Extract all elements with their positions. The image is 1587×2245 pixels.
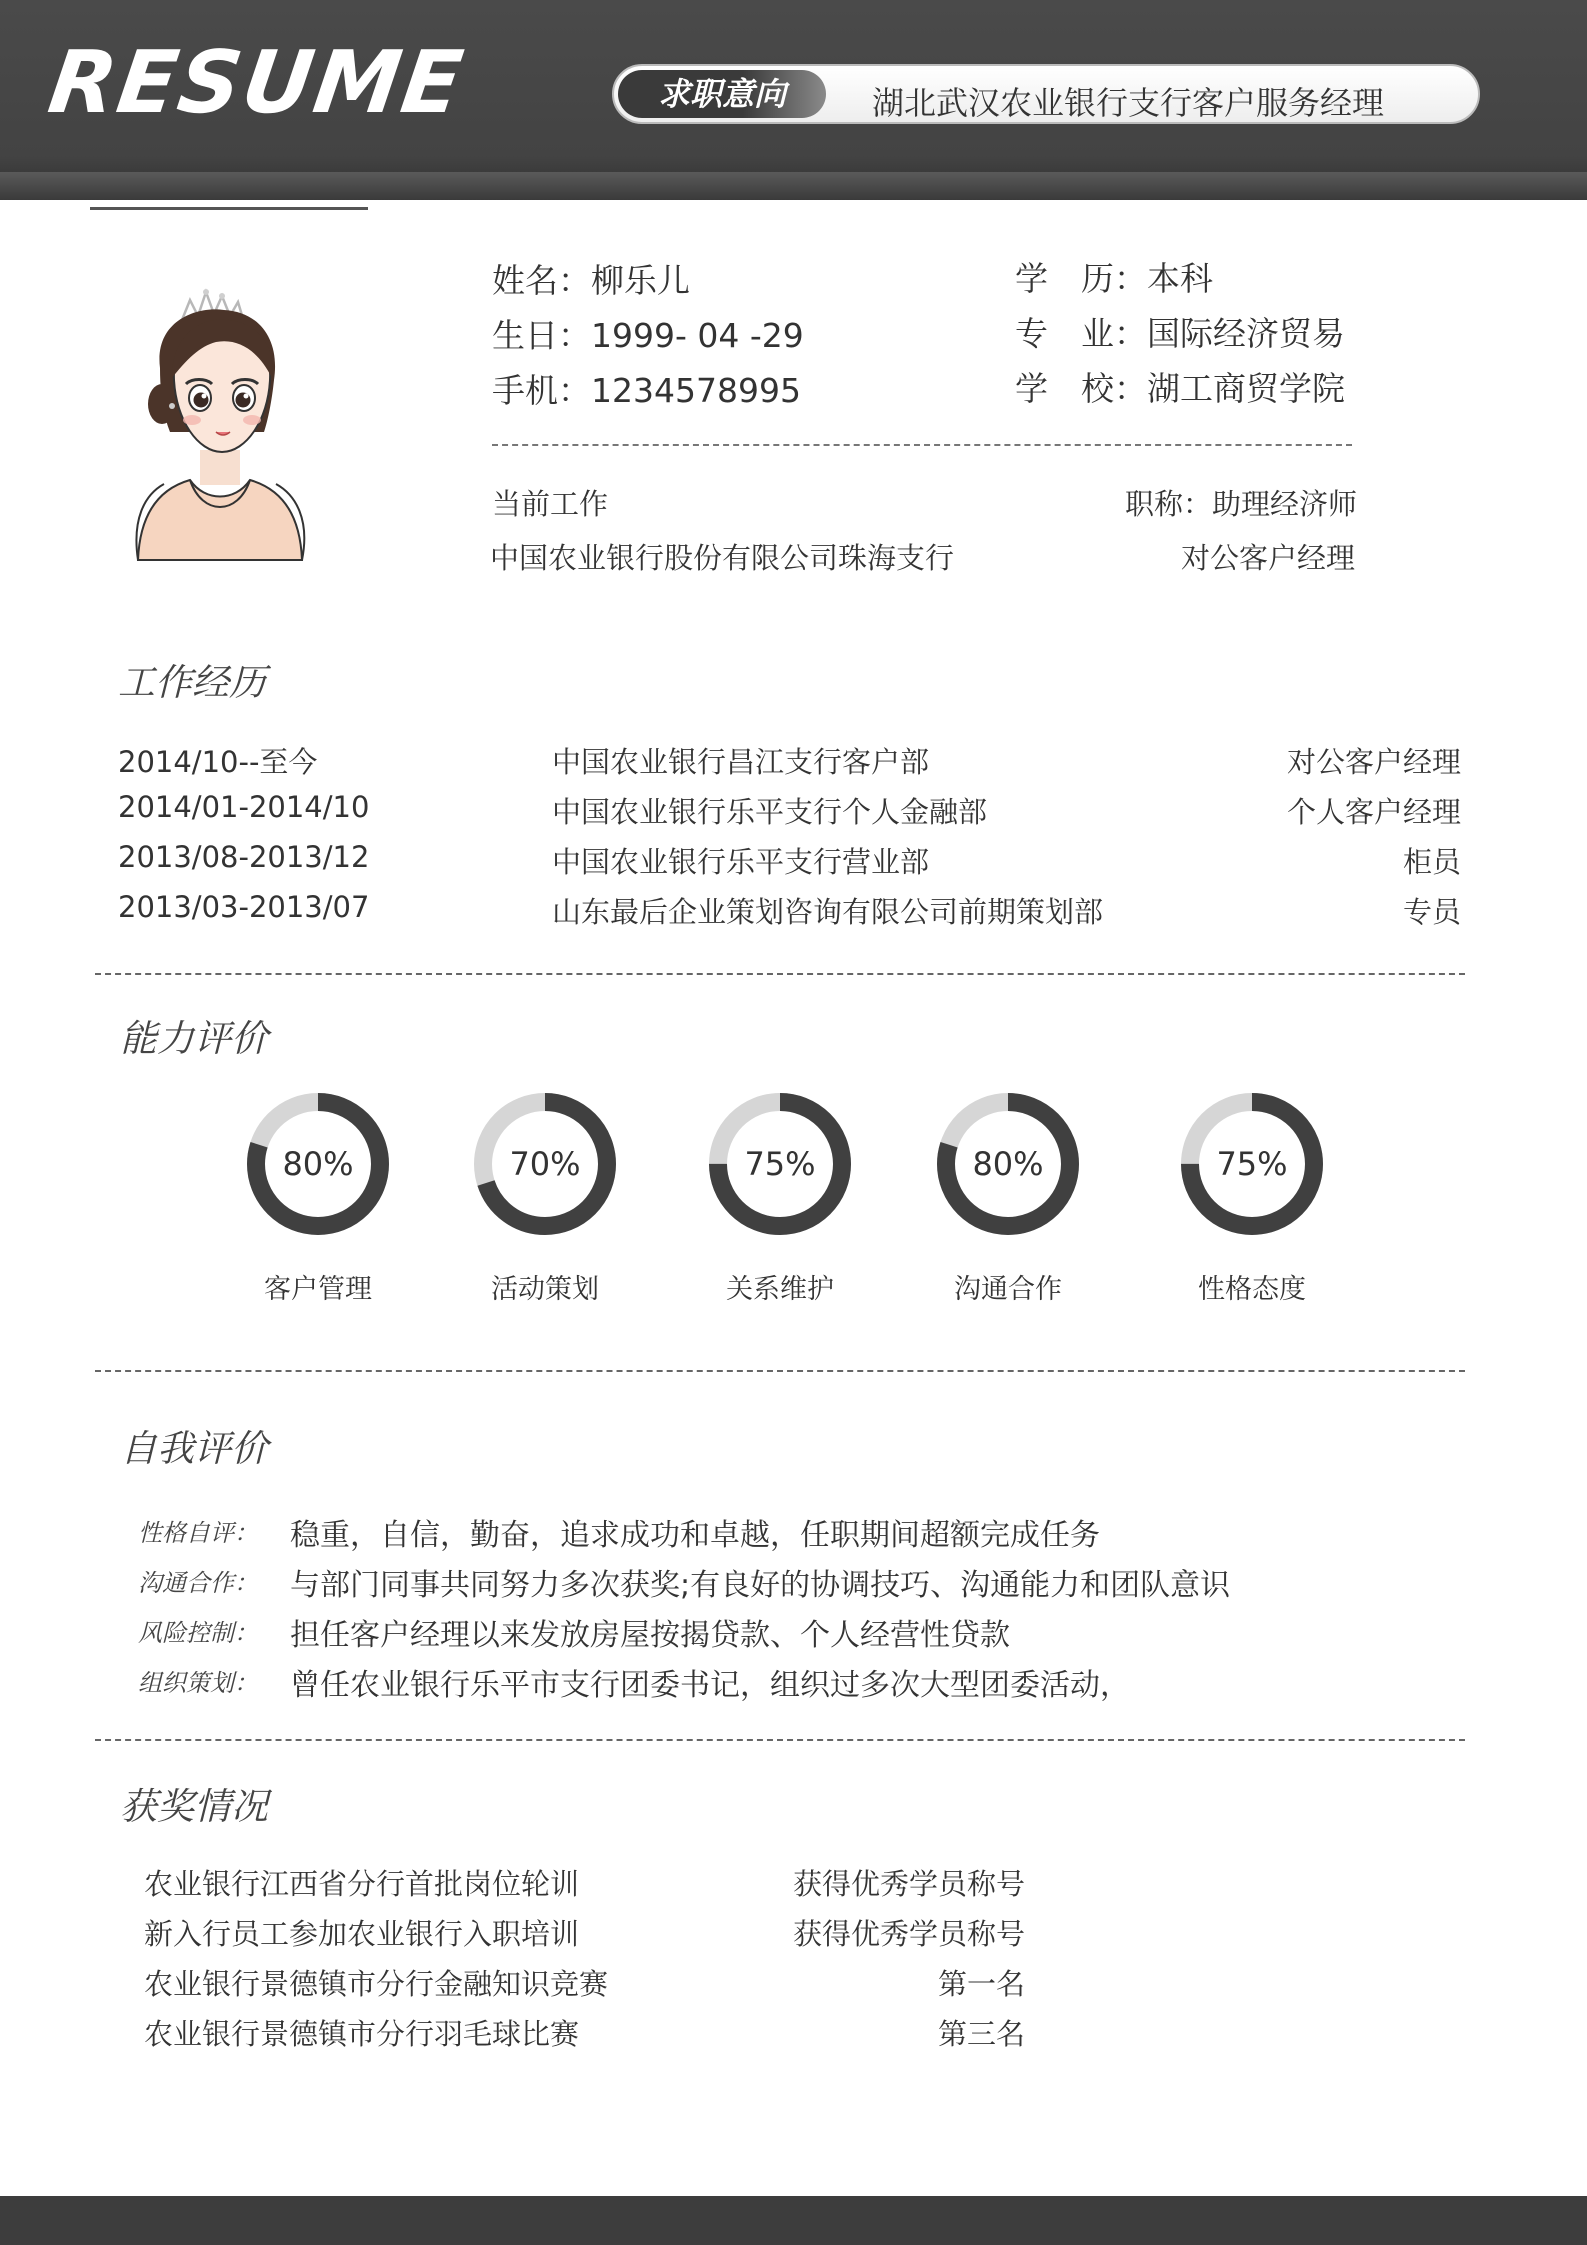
skill-donut (933, 1089, 1083, 1239)
skill-donut (1177, 1089, 1327, 1239)
edu-value: 本科 (1147, 259, 1213, 298)
phone-value: 1234578995 (591, 371, 801, 410)
name-label: 姓名： (492, 261, 591, 300)
award-result: 获得优秀学员称号 (792, 1867, 1025, 1901)
skill-label: 关系维护 (726, 1274, 834, 1305)
work-org: 中国农业银行乐平支行营业部 (552, 845, 930, 879)
eval-key-text: 性格自评 (138, 1519, 234, 1547)
skill-percent: 75% (744, 1145, 816, 1183)
eval-key (138, 1613, 258, 1648)
current-work-label: 当前工作 (492, 487, 609, 521)
job-target-tag: 求职意向 (618, 70, 826, 118)
award-name: 农业银行景德镇市分行羽毛球比赛 (144, 2017, 580, 2051)
birth-line (492, 310, 804, 357)
skill-percent: 70% (509, 1145, 581, 1183)
school-value: 湖工商贸学院 (1147, 369, 1345, 408)
eval-value: 与部门同事共同努力多次获奖;有良好的协调技巧、沟通能力和团队意识 (290, 1568, 1231, 1603)
skill-label: 客户管理 (264, 1274, 372, 1305)
section-divider (95, 1739, 1465, 1741)
name-line (492, 255, 690, 302)
eval-key-text: 沟通合作 (138, 1569, 234, 1597)
skill-label: 活动策划 (491, 1274, 599, 1305)
birth-value: 1999- 04 -29 (591, 316, 804, 355)
work-role: 对公客户经理 (1286, 745, 1461, 779)
work-org: 中国农业银行昌江支行客户部 (552, 745, 930, 779)
skill-donut (243, 1089, 393, 1239)
eval-key (138, 1563, 258, 1598)
skill-label: 沟通合作 (954, 1274, 1062, 1305)
major-value: 国际经济贸易 (1147, 314, 1345, 353)
job-target-text: 湖北武汉农业银行支行客户服务经理 (872, 84, 1385, 122)
job-title-value: 对公客户经理 (1180, 541, 1355, 575)
award-result: 第一名 (937, 1967, 1025, 2001)
current-company: 中国农业银行股份有限公司珠海支行 (490, 541, 955, 575)
phone-label: 手机： (492, 371, 591, 410)
school-line (1015, 363, 1345, 410)
resume-logo: RESUME (42, 33, 471, 133)
accent-line (90, 207, 368, 210)
skill-percent: 80% (282, 1145, 354, 1183)
skill-ring (705, 1089, 855, 1239)
skill-ring (470, 1089, 620, 1239)
name-value: 柳乐儿 (591, 261, 690, 300)
award-name: 农业银行江西省分行首批岗位轮训 (144, 1867, 580, 1901)
skill-percent: 80% (972, 1145, 1044, 1183)
eval-colon: ： (234, 1669, 258, 1697)
section-title-awards: 获奖情况 (120, 1785, 268, 1828)
skill-ring (933, 1089, 1083, 1239)
work-date: 2014/01-2014/10 (118, 790, 370, 824)
eval-colon: ： (234, 1619, 258, 1647)
edu-label: 学 历： (1015, 259, 1147, 298)
work-org: 中国农业银行乐平支行个人金融部 (552, 795, 988, 829)
section-divider (95, 973, 1465, 975)
avatar (120, 280, 330, 570)
skill-percent: 75% (1216, 1145, 1288, 1183)
edu-line (1015, 253, 1213, 300)
skill-ring (243, 1089, 393, 1239)
work-date: 2013/08-2013/12 (118, 840, 370, 874)
eval-value: 曾任农业银行乐平市支行团委书记，组织过多次大型团委活动， (290, 1668, 1130, 1703)
major-line (1015, 308, 1345, 355)
profile-divider (492, 444, 1352, 446)
eval-key-text: 风险控制 (138, 1619, 234, 1647)
section-title-work: 工作经历 (118, 661, 266, 704)
school-label: 学 校： (1015, 369, 1147, 408)
work-org: 山东最后企业策划咨询有限公司前期策划部 (552, 895, 1104, 929)
award-name: 新入行员工参加农业银行入职培训 (144, 1917, 580, 1951)
work-date: 2014/10--至今 (118, 745, 318, 779)
award-name: 农业银行景德镇市分行金融知识竞赛 (144, 1967, 609, 2001)
section-divider (95, 1370, 1465, 1372)
birth-label: 生日： (492, 316, 591, 355)
work-role: 个人客户经理 (1286, 795, 1461, 829)
eval-key (138, 1663, 258, 1698)
phone-line (492, 365, 801, 412)
header-shadow (0, 172, 1587, 200)
work-role: 专员 (1402, 895, 1461, 929)
skill-donut (470, 1089, 620, 1239)
eval-value: 稳重，自信，勤奋，追求成功和卓越，任职期间超额完成任务 (290, 1518, 1100, 1553)
footer-bar (0, 2196, 1587, 2245)
award-result: 第三名 (937, 2017, 1025, 2051)
eval-key-text: 组织策划 (138, 1669, 234, 1697)
eval-colon: ： (234, 1569, 258, 1597)
eval-value: 担任客户经理以来发放房屋按揭贷款、个人经营性贷款 (290, 1618, 1010, 1653)
work-date: 2013/03-2013/07 (118, 890, 370, 924)
job-title-label: 职称：助理经济师 (1124, 487, 1357, 521)
section-title-skills: 能力评价 (120, 1017, 268, 1060)
skill-label: 性格态度 (1198, 1274, 1306, 1305)
skill-donut (705, 1089, 855, 1239)
eval-key (138, 1513, 258, 1548)
major-label: 专 业： (1015, 314, 1147, 353)
skill-ring (1177, 1089, 1327, 1239)
work-role: 柜员 (1402, 845, 1461, 879)
eval-colon: ： (234, 1519, 258, 1547)
section-title-self-eval: 自我评价 (120, 1427, 268, 1470)
award-result: 获得优秀学员称号 (792, 1917, 1025, 1951)
